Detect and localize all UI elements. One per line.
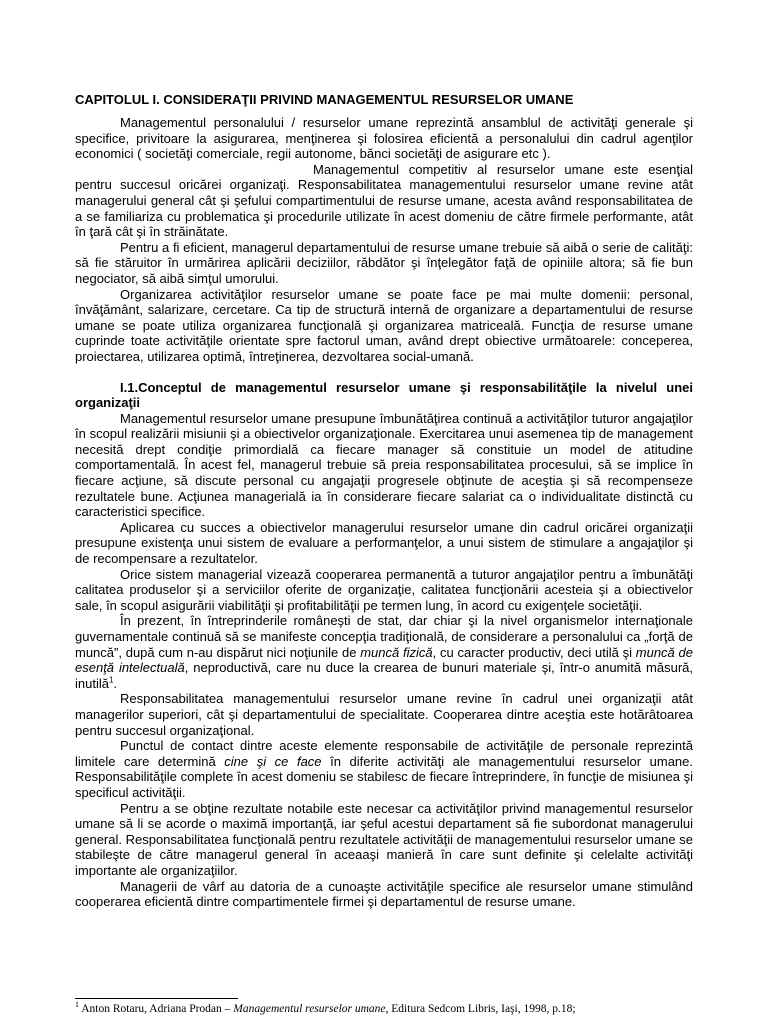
footnote-rest: , Editura Sedcom Libris, Iaşi, 1998, p.18; [385, 1003, 576, 1015]
paragraph-intro-1: Managementul personalului / resurselor umane reprezintă ansamblul de activităţi generale şi specifice, privitoare la asigurarea, menţinerea şi folosirea eficientă a personalului din cadrul agenţilor economici ( societăţi comerciale, regii autonome, bănci societăţi de asigurare etc ). [75, 115, 693, 162]
chapter-title: CAPITOLUL I. CONSIDERAŢII PRIVIND MANAGEMENTUL RESURSELOR UMANE [75, 92, 574, 107]
footnote-number: 1 [75, 1000, 79, 1010]
paragraph-intro-3: Pentru a fi eficient, managerul departamentului de resurse umane trebuie să aibă o serie de calităţi: să fie stăruitor în urmărirea aplicării deciziilor, răbdător şi înţelegător faţă de opiniile altora; să fie bun negociator, să aibă simţul umorului. [75, 239, 693, 286]
paragraph-end-1: Pentru a se obţine rezultate notabile este necesar ca activităţilor privind managementul resurselor umane să li se acorde o maximă importanţă, iar şeful acestui departament să fie subordonat managerului general. Responsabilitatea funcţională pentru rezultatele activităţii de managementului resurselor umane se stabileşte de către managerul general în aceaaşi manieră în care sunt definite şi celelalte activităţi importante ale organizaţiilor. [75, 800, 693, 878]
section-title: I.1.Conceptul de managementul resurselor umane şi responsabilităţile la nivelul unei organizaţii [75, 379, 693, 411]
footnote-authors: Anton Rotaru, Adriana Prodan – [79, 1003, 234, 1015]
paragraph-intro-4: Organizarea activităţilor resurselor umane se poate face pe mai multe domenii: personal, învăţământ, salarizare, cercetare. Ca tip de structură internă de organizare a departamentului de resurse umane se poate utiliza organizarea funcţională şi organizarea matriceală. Funcţia de resurse umane cuprinde toate activităţile orientate spre factorul uman, având drept obiective următoarele: conceperea, proiectarea, utilizarea optimă, întreţinerea, dezvoltarea social-umană. [75, 286, 693, 364]
footnote-reference[interactable]: 1 [108, 675, 114, 685]
paragraph-contact [75, 738, 693, 800]
tradition-italic-2: muncă de esenţă intelectuală [75, 644, 694, 676]
tradition-italic-1: muncă fizică [360, 644, 433, 660]
paragraph-end-2: Managerii de vârf au datoria de a cunoaşte activităţile specifice ale resurselor umane stimulând cooperarea eficientă dintre compartimentele firmei şi departamentul de resurse umane. [75, 878, 693, 910]
tradition-text-3: , neproductivă, care nu duce la crearea de bunuri materiale şi, într-o anumită măsură, inutilă [75, 660, 693, 691]
tradition-text-2: , cu caracter productiv, deci utilă şi [432, 644, 636, 660]
tradition-text-4: . [113, 675, 118, 691]
document-page [75, 84, 693, 910]
paragraph-responsabilitate: Responsabilitatea managementului resurselor umane revine în cadrul unei organizaţii atât managerilor superiori, cât şi departamentului de specialitate. Cooperarea dintre aceştia este hotărâtoarea pentru succesul organizaţional. [75, 691, 693, 738]
contact-text-2: în diferite activităţi ale managementului resurselor umane. Responsabilităţile complete în acest domeniu se stabilesc de fiecare întreprindere, în funcţie de misiunea şi specificul activităţii. [75, 753, 694, 800]
paragraph-section-1: Managementul resurselor umane presupune îmbunătăţirea continuă a activităţilor tuturor angajaţilor în scopul realizării misiunii şi a obiectivelor organizaţionale. Exercitarea unui asemenea tip de management necesită drept condiţie primordială ca fiecare manager să constituie un model de atitudine comportamentală. În acest fel, managerul trebuie să preia responsabilitatea procesului, să se implice în fiecare acţiune, să discute personal cu angajaţii progresele obţinute de aceştia şi să recompenseze rezultatele bune. Acţiunea managerială ia în considerare fiecare salariat ca o individualitate distinctă cu caracteristici specifice. [75, 410, 693, 520]
footnote-divider [75, 998, 238, 999]
paragraph-intro-2: Managementul competitiv al resurselor umane este esenţial pentru succesul oricărei organizaţi. Responsabilitatea managementului resurselor umane revine atât managerului general cât şi şefului compartimentului de resurse umane, acesta având responsabilitatea de a se familiariza cu problematica şi procedurile utilizate în acest domeniu de către firmele performante, atât în ţară cât şi în străinătate. [75, 161, 693, 240]
tradition-text-1: În prezent, în întreprinderile româneşti de stat, dar chiar şi la nivel organismelor internaţionale guvernamentale continuă să se manifeste concepţia tradiţională, de considerare a personalului ca „forţă de muncă”, după cum n-au dispărut nici noţiunile de [75, 613, 693, 660]
contact-text-1: Punctul de contact dintre aceste elemente responsabile de activităţile de personale reprezintă limitele care determină [75, 738, 693, 769]
footnote [75, 1002, 715, 1016]
paragraph-section-3: Orice sistem managerial vizează cooperarea permanentă a tuturor angajaţilor pentru a îmbunătăţi calitatea produselor şi a serviciilor oferite de organizaţie, calitatea funcţionării acesteia şi a obiectivelor sale, în scopul asigurării viabilităţii şi profitabilităţii pe termen lung, în acord cu exigenţele societăţii. [75, 566, 693, 613]
contact-italic: cine şi ce face [224, 753, 322, 769]
footnote-title: Managementul resurselor umane [233, 1003, 386, 1015]
paragraph-tradition [75, 613, 693, 691]
paragraph-section-2: Aplicarea cu succes a obiectivelor managerului resurselor umane din cadrul oricărei organizaţii presupune existenţa unui sistem de evaluare a performanţelor, a unui sistem de stimulare a angajaţilor şi de recompensare a rezultatelor. [75, 519, 693, 567]
